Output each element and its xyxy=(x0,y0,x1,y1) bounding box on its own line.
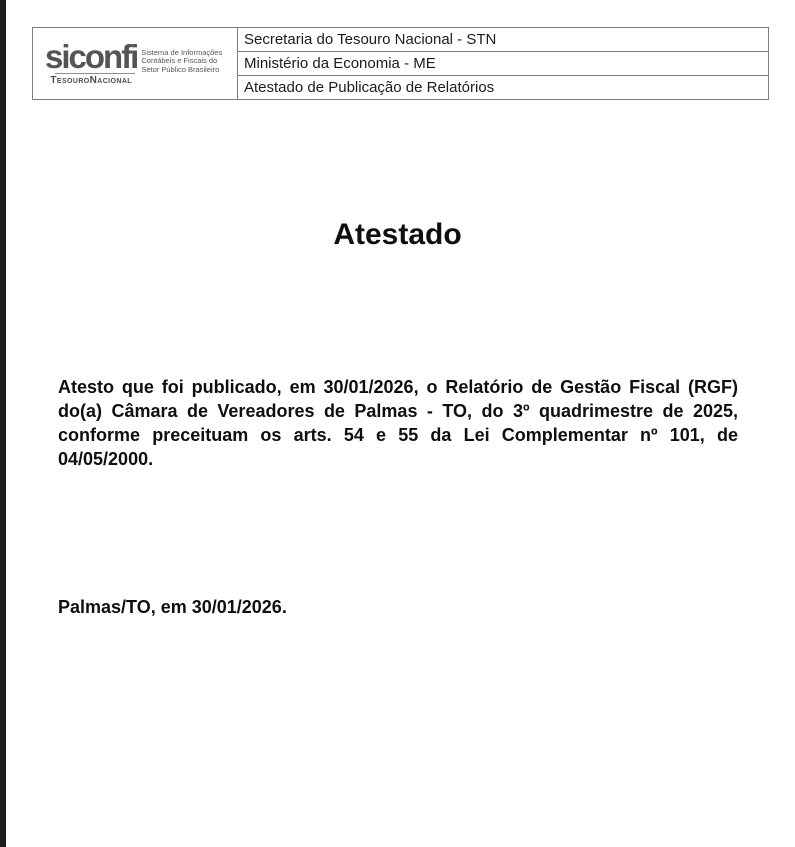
siconfi-wordmark: siconfi xyxy=(45,37,138,75)
header-table xyxy=(32,27,769,100)
attestation-paragraph: Atesto que foi publicado, em 30/01/2026, o Relatório de Gestão Fiscal (RGF) do(a) Câmara de Vereadores de Palmas - TO, do 3º quadrimestre de 2025, conforme preceituam os arts. 54 e 55 da Lei Complementar nº 101, de 04/05/2000. xyxy=(58,377,738,469)
siconfi-logo xyxy=(45,37,231,86)
siconfi-brand-block xyxy=(45,37,138,86)
logo-tagline xyxy=(141,42,222,75)
tagline-line-2: Contábeis e Fiscais do xyxy=(141,56,218,65)
place-date-line: Palmas/TO, em 30/01/2026. xyxy=(58,597,287,617)
header-row-secretaria: Secretaria do Tesouro Nacional - STN xyxy=(238,28,769,52)
header-row-ministerio: Ministério da Economia - ME xyxy=(238,52,769,76)
tagline-line-1: Sistema de Informações xyxy=(141,47,223,57)
document-title: Atestado xyxy=(333,218,462,251)
scan-edge-strip xyxy=(0,0,6,847)
tagline-line-3: Setor Público Brasileiro xyxy=(141,64,220,74)
tesouro-nacional-label: TesouroNacional xyxy=(50,74,132,86)
logo-cell xyxy=(33,28,238,100)
header-row-atestado: Atestado de Publicação de Relatórios xyxy=(238,76,769,100)
